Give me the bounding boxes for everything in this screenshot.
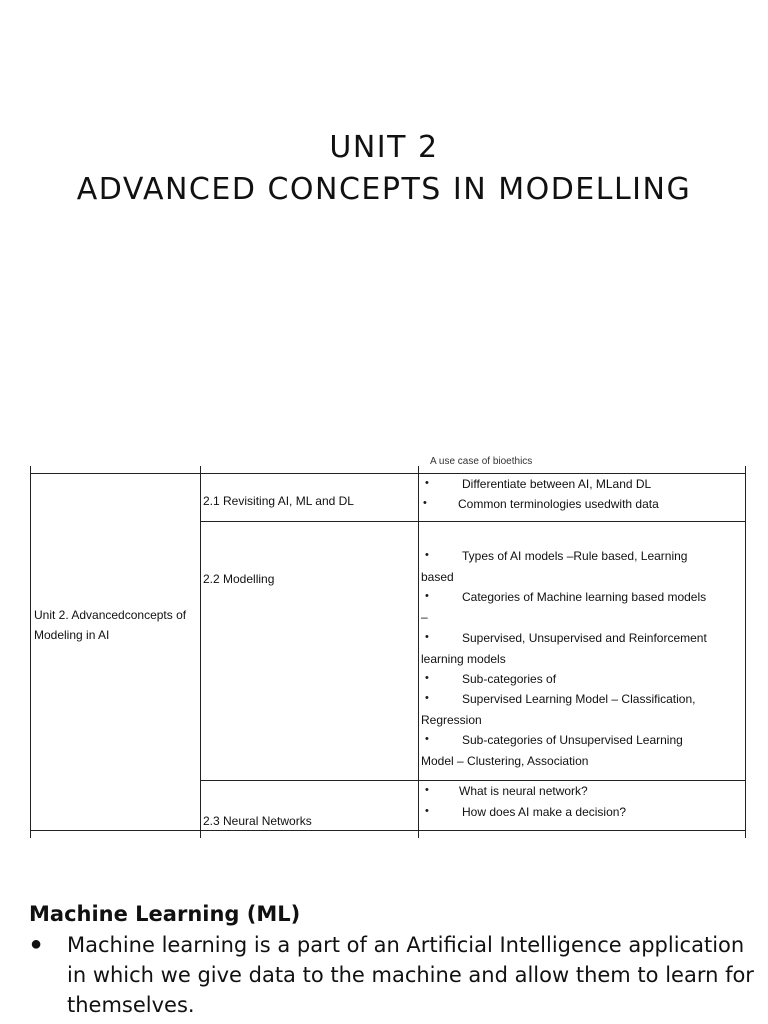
bullet-continuation: – [421,610,428,624]
bullet-glyph: • [425,672,429,684]
bullet-glyph: • [425,631,429,643]
bullet-text: What is neural network? [459,784,588,798]
row-divider-2 [200,780,746,781]
bullet-glyph: • [425,784,429,796]
row-divider-1 [200,521,746,522]
bullet-glyph: • [425,733,429,745]
table-border-left [30,466,31,838]
bullet-text: Common terminologies usedwith data [458,497,659,511]
bullet-glyph: ● [30,933,43,955]
table-bottom-border [30,830,746,831]
unit-label-line: Unit 2. Advancedconcepts of [34,608,187,622]
bullet-glyph: • [425,549,429,561]
cut-off-row-text: A use case of bioethics [430,456,533,464]
bullet-continuation: Model – Clustering, Association [421,754,589,768]
bullet-text: Supervised, Unsupervised and Reinforcement [462,631,707,645]
bullet-continuation: based [421,570,454,584]
bullet-text: Types of AI models –Rule based, Learning [462,549,688,563]
bullet-glyph: • [425,692,429,704]
bullet-text: How does AI make a decision? [462,805,627,819]
unit-subtitle: ADVANCED CONCEPTS IN MODELLING [76,172,692,207]
unit-label [34,605,186,645]
bullet-glyph: • [423,497,427,509]
bullet-text: Categories of Machine learning based models [462,590,707,604]
bullet-text: Sub-categories of Unsupervised Learning [462,733,683,747]
topic-neural-networks: 2.3 Neural Networks [203,814,312,828]
table-top-border [30,473,746,474]
bullet-continuation: learning models [421,652,506,666]
bullet-glyph: • [425,590,429,602]
unit-label-line: Modeling in AI [34,628,110,642]
bullet-glyph: • [425,477,429,489]
bullet-glyph: • [425,805,429,817]
unit-title: UNIT 2 [329,130,439,165]
section-heading: Machine Learning (ML) [29,902,301,926]
bullet-continuation: Regression [421,713,482,727]
topic-modelling: 2.2 Modelling [203,572,275,586]
bullet-text: Differentiate between AI, MLand DL [462,477,652,491]
bullet-text: Supervised Learning Model – Classification, [462,692,696,706]
section-bullet-text: Machine learning is a part of an Artificial Intelligence application in which we give data to the machine and allow them to learn for themselves. [67,933,754,1017]
topic-revisiting: 2.1 Revisiting AI, ML and DL [203,494,354,508]
bullet-text: Sub-categories of [462,672,557,686]
